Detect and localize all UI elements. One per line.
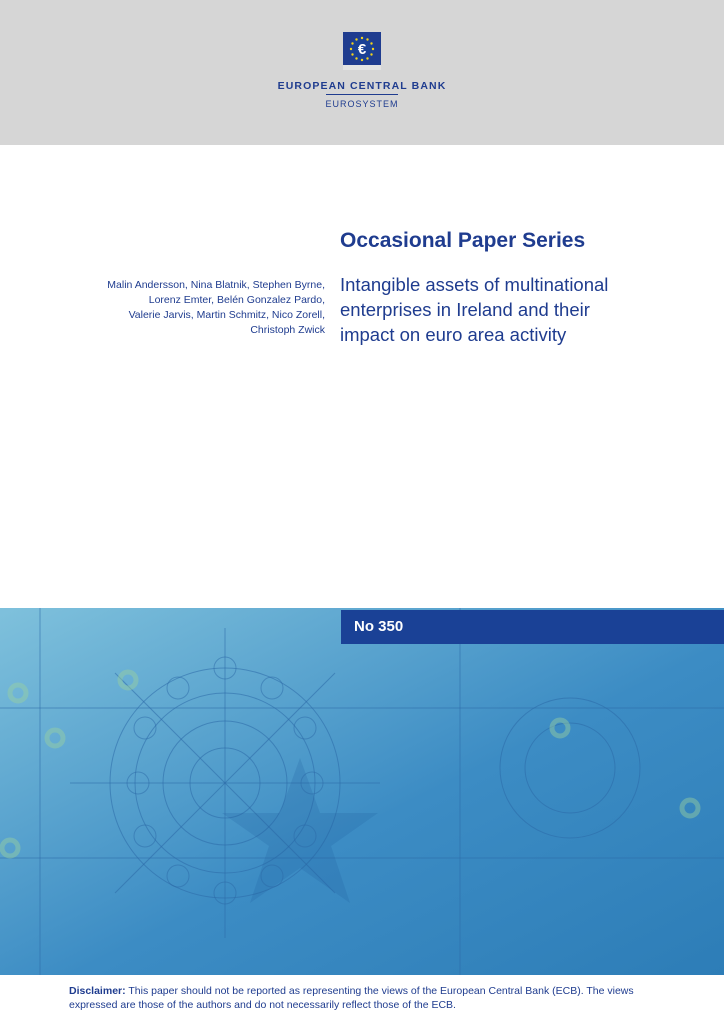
header-band	[0, 0, 724, 145]
series-title: Occasional Paper Series	[340, 229, 586, 252]
paper-title	[340, 272, 670, 347]
disclaimer-text: This paper should not be reported as representing the views of the European Central Bank (ECB). The views expressed are those of the authors and do not necessarily reflect those of the ECB.	[69, 985, 634, 1011]
author-line: Valerie Jarvis, Martin Schmitz, Nico Zorell,	[128, 309, 325, 321]
paper-title-line: Intangible assets of multinational	[340, 274, 609, 295]
issue-band	[341, 610, 724, 644]
issue-number: No 350	[354, 618, 404, 635]
author-line: Christoph Zwick	[250, 324, 325, 336]
author-line: Lorenz Emter, Belén Gonzalez Pardo,	[148, 294, 325, 306]
bank-name: EUROPEAN CENTRAL BANK	[277, 80, 447, 92]
divider	[326, 94, 398, 95]
euro-symbol: €	[357, 41, 367, 58]
authors	[60, 278, 325, 338]
paper-title-line: enterprises in Ireland and their	[340, 299, 590, 320]
ecb-logo-icon	[343, 32, 381, 70]
paper-title-line: impact on euro area activity	[340, 324, 567, 345]
disclaimer-label: Disclaimer:	[69, 985, 126, 997]
disclaimer	[69, 984, 669, 1012]
cover-artwork	[0, 608, 724, 975]
author-line: Malin Andersson, Nina Blatnik, Stephen Byrne,	[107, 279, 325, 291]
eurosystem-label: EUROSYSTEM	[325, 99, 399, 109]
